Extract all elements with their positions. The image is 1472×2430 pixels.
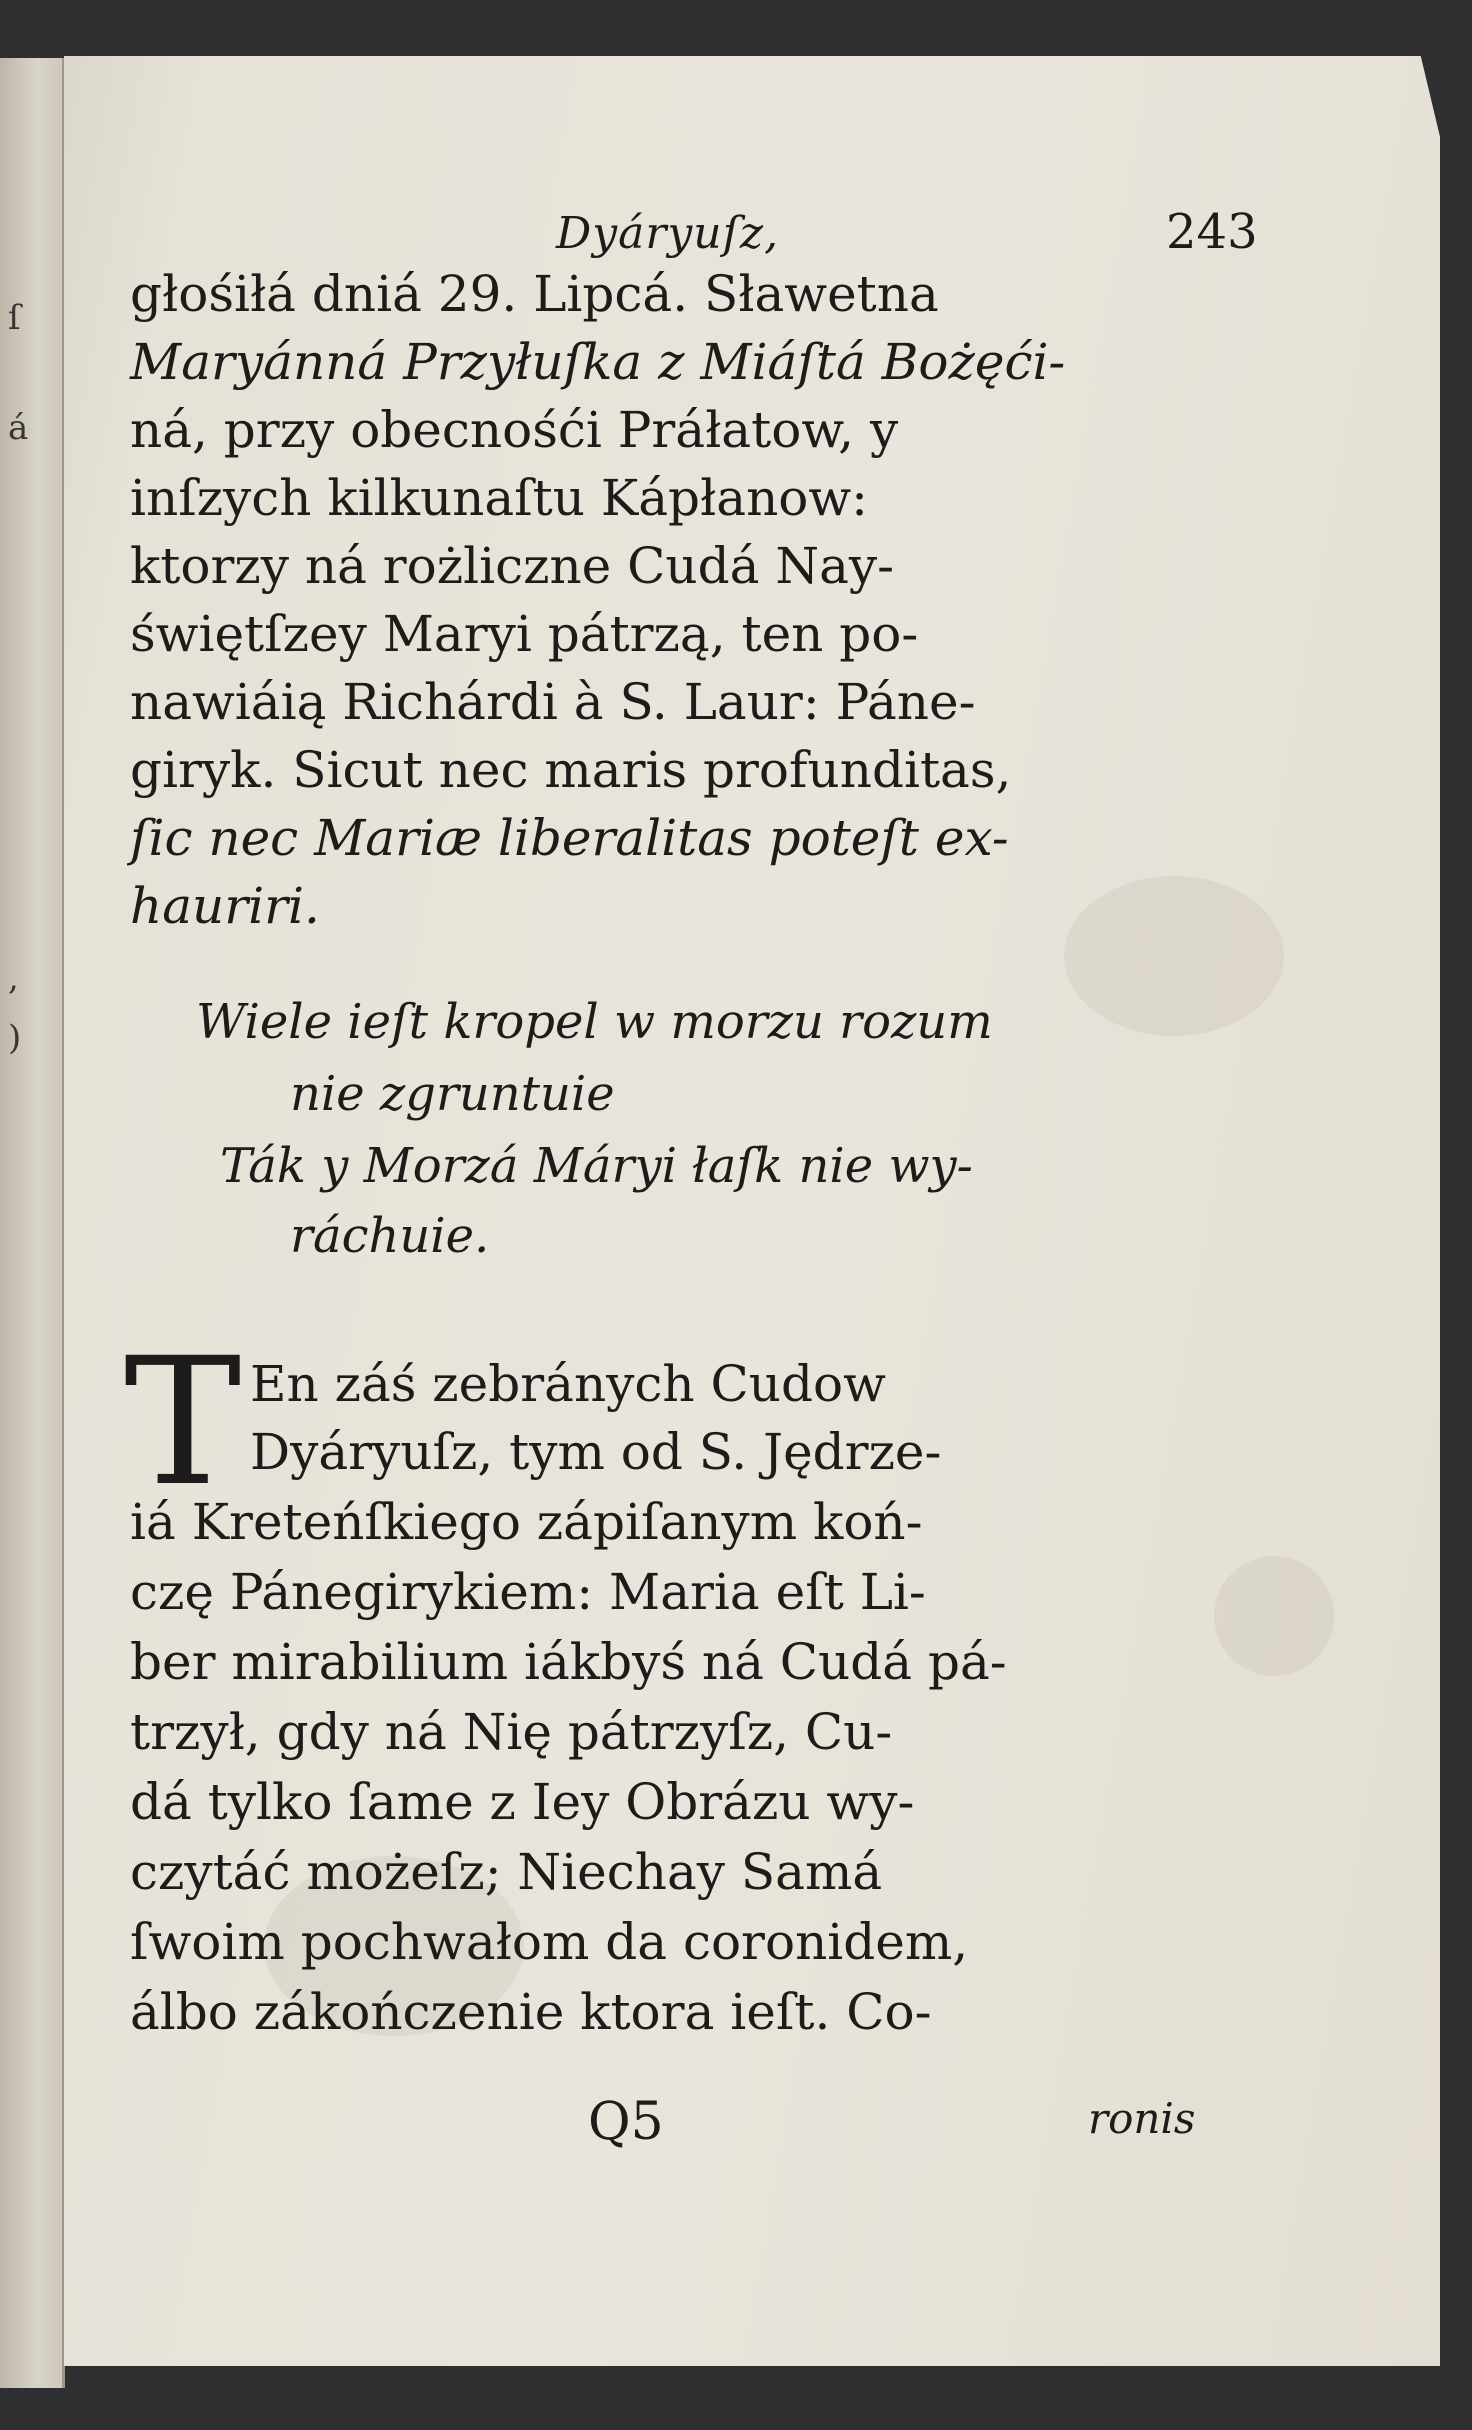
text-line: ktorzy ná rożliczne Cudá Nay- [130, 537, 895, 595]
facing-page-edge: ſ á , ) [0, 58, 65, 2388]
text-line: giryk. Sicut nec maris profunditas, [130, 741, 1012, 799]
text-line: hauriri. [130, 877, 320, 935]
text-line: czę Pánegirykiem: Maria eſt Li- [130, 1563, 926, 1621]
text-line: dá tylko ſame z Iey Obrázu wy- [130, 1773, 915, 1831]
text-line: Dyáryuſz, tym od S. Jędrze- [250, 1423, 942, 1481]
text-line: trzył, gdy ná Nię pátrzyſz, Cu- [130, 1703, 893, 1761]
verse-line: nie zgruntuie [290, 1066, 615, 1122]
page-number: 243 [1166, 204, 1258, 260]
verse-line: ráchuie. [290, 1208, 490, 1264]
text-line: ná, przy obecnośći Práłatow, y [130, 401, 899, 459]
verse-line: Ták y Morzá Máryi łaſk nie wy- [220, 1138, 973, 1194]
text-line: nawiáią Richárdi à S. Laur: Páne- [130, 673, 976, 731]
text-line: ſic nec Mariæ liberalitas poteſt ex- [130, 809, 1009, 867]
running-head: Dyáryuſz, [556, 208, 780, 259]
text-line: Maryánná Przyłuſka z Miáſtá Bożęći- [130, 333, 1066, 391]
text-line: ber mirabilium iákbyś ná Cudá pá- [130, 1633, 1007, 1691]
drop-cap: T [124, 1320, 242, 1525]
text-line: głośiłá dniá 29. Lipcá. Sławetna [130, 265, 939, 323]
catchword: ronis [1088, 2094, 1196, 2143]
verse-line: Wiele ieſt kropel w morzu rozum [196, 994, 993, 1050]
text-line: iá Kreteńſkiego zápiſanym koń- [130, 1493, 923, 1551]
text-line: ſwoim pochwałom da coronidem, [130, 1913, 969, 1971]
text-line: álbo zákończenie ktora ieſt. Co- [130, 1983, 932, 2041]
text-line: świętſzey Maryi pátrzą, ten po- [130, 605, 919, 663]
text-line: czytáć możeſz; Niechay Samá [130, 1843, 883, 1901]
text-line: En záś zebránych Cudow [250, 1355, 886, 1413]
text-line: inſzych kilkunaſtu Kápłanow: [130, 469, 869, 527]
signature-mark: Q5 [588, 2092, 664, 2152]
